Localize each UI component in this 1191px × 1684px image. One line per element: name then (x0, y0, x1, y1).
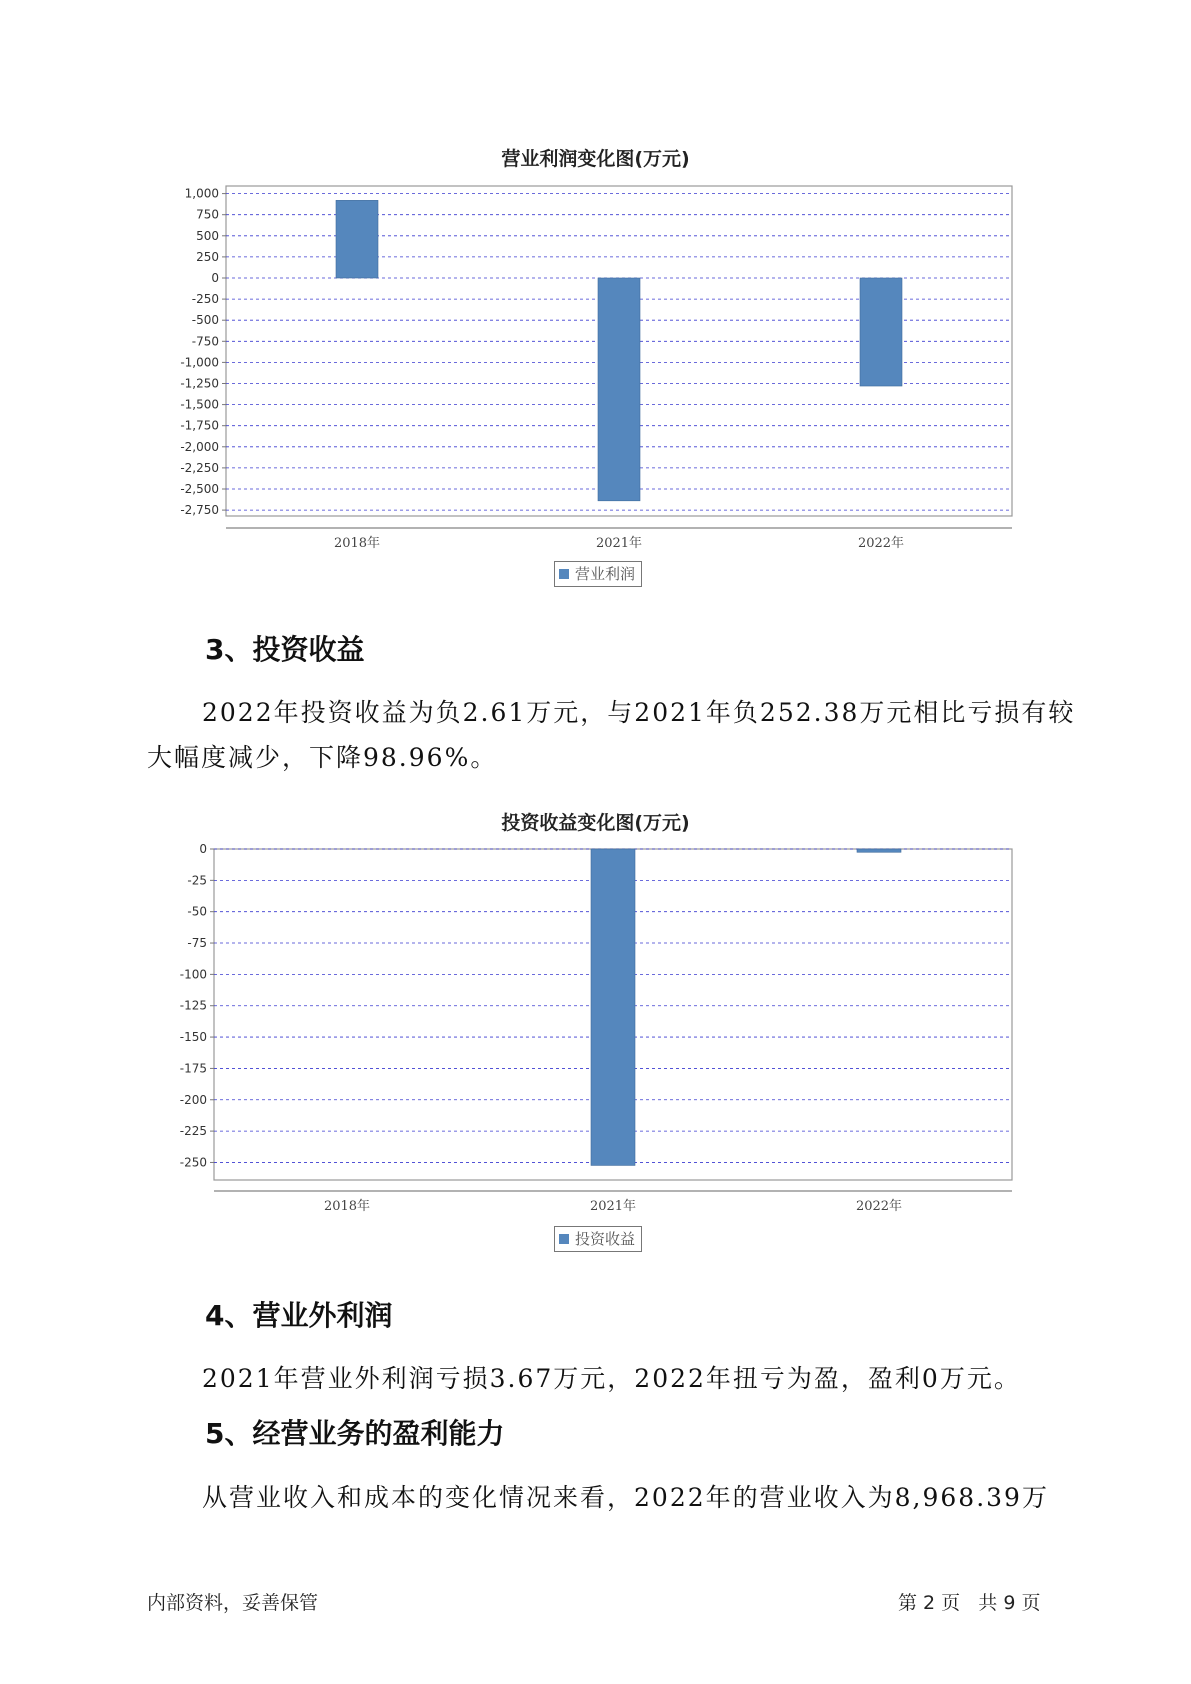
y-tick-label: -750 (191, 334, 219, 349)
chart2-legend-label: 投资收益 (575, 1230, 636, 1248)
section-3-text-line2: 大幅度减少，下降98.96%。 (147, 743, 498, 772)
y-tick-label: 250 (196, 249, 219, 264)
y-tick-label: -50 (187, 904, 207, 919)
chart1-title: 营业利润变化图(万元) (501, 148, 690, 170)
chart2-title: 投资收益变化图(万元) (501, 812, 690, 834)
y-tick-label: 0 (199, 842, 207, 856)
y-tick-label: -250 (191, 292, 219, 307)
y-tick-label: -125 (179, 998, 207, 1013)
x-tick-label: 2021年 (589, 1199, 637, 1214)
chart1-legend-label: 营业利润 (575, 565, 636, 583)
y-tick-label: -1,000 (180, 355, 219, 370)
y-tick-label: -150 (179, 1030, 207, 1045)
y-tick-label: -2,500 (180, 481, 219, 496)
y-tick-label: -2,000 (180, 439, 219, 454)
y-tick-label: -25 (187, 873, 207, 888)
y-tick-label: -100 (179, 967, 207, 982)
y-tick-label: 1,000 (184, 186, 219, 201)
y-tick-label: -75 (187, 936, 207, 951)
section-3-text-line1: 2022年投资收益为负2.61万元，与2021年负252.38万元相比亏损有较 (202, 698, 1076, 727)
section-3-heading: 3、投资收益 (205, 633, 365, 666)
bar (591, 849, 635, 1165)
x-tick-label: 2018年 (333, 536, 381, 551)
y-tick-label: 750 (196, 207, 219, 222)
y-tick-label: 500 (196, 228, 219, 243)
section-5-heading: 5、经营业务的盈利能力 (205, 1417, 505, 1450)
y-tick-label: -1,750 (180, 418, 219, 433)
footer-left: 内部资料，妥善保管 (147, 1592, 319, 1614)
y-tick-label: -225 (179, 1124, 207, 1139)
y-tick-label: -1,250 (180, 376, 219, 391)
bar (857, 849, 901, 852)
x-tick-label: 2022年 (855, 1199, 903, 1214)
x-tick-label: 2018年 (323, 1199, 371, 1214)
y-tick-label: -175 (179, 1061, 207, 1076)
y-tick-label: 0 (211, 270, 219, 285)
footer-page-number: 第 2 页 共 9 页 (898, 1592, 1041, 1614)
section-4-text: 2021年营业外利润亏损3.67万元，2022年扭亏为盈，盈利0万元。 (202, 1364, 1021, 1393)
section-5-text: 从营业收入和成本的变化情况来看，2022年的营业收入为8,968.39万 (202, 1483, 1049, 1512)
legend-swatch (559, 1234, 569, 1244)
section-4-heading: 4、营业外利润 (205, 1299, 393, 1332)
y-tick-label: -2,250 (180, 460, 219, 475)
y-tick-label: -2,750 (180, 503, 219, 518)
y-tick-label: -1,500 (180, 397, 219, 412)
y-tick-label: -200 (179, 1092, 207, 1107)
y-tick-label: -500 (191, 313, 219, 328)
y-tick-label: -250 (179, 1155, 207, 1170)
chart2-legend (554, 1226, 642, 1252)
x-tick-label: 2021年 (595, 536, 643, 551)
x-tick-label: 2022年 (857, 536, 905, 551)
